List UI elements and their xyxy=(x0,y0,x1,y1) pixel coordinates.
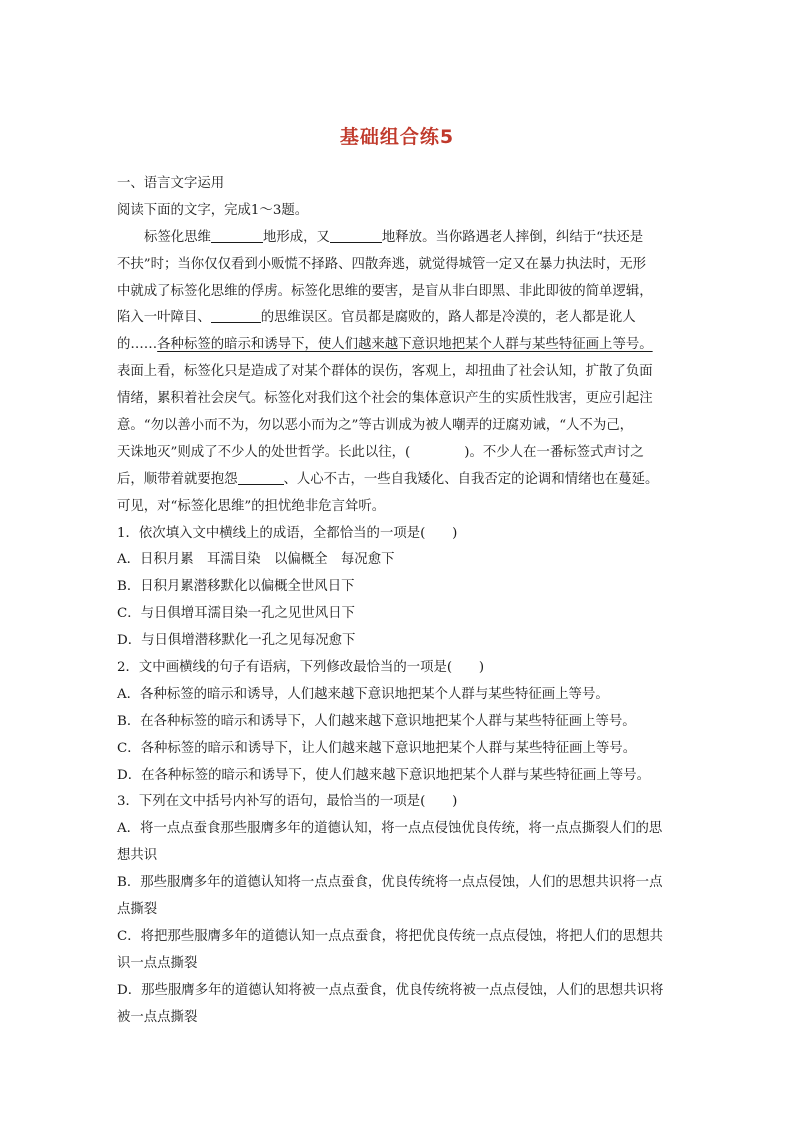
fill-blank xyxy=(330,227,382,243)
option-c: C．与日俱增耳濡目染一孔之见世风日下 xyxy=(117,606,355,622)
passage-line: 中就成了标签化思维的俘虏。标签化思维的要害，是盲从非白即黑、非此即彼的简单逻辑， xyxy=(117,283,653,299)
passage-line: 后，顺带着就要抱怨 、人心不古，一些自我矮化、自我否定的论调和情绪也在蔓延。 xyxy=(117,467,679,494)
passage-line: 不扶”时；当你仅仅看到小贩慌不择路、四散奔逃，就觉得城管一定又在暴力执法时，无形 xyxy=(117,256,647,272)
passage-line: 表面上看，标签化只是造成了对某个群体的误伤，客观上，却扭曲了社会认知，扩散了负面 xyxy=(117,364,653,380)
option-a: A．各种标签的暗示和诱导，人们越来越下意识地把某个人群与某些特征画上等号。 xyxy=(117,686,609,702)
question-2 xyxy=(117,655,679,789)
fill-blank xyxy=(211,227,263,243)
reading-passage xyxy=(117,225,679,521)
option-c: C．将把那些服膺多年的道德认知一点点蚕食，将把优良传统一点点侵蚀，将把人们的思想共 xyxy=(117,928,663,944)
question-3 xyxy=(117,789,679,1031)
page-title: 基础组合练5 xyxy=(339,126,455,148)
option-d: D．那些服膺多年的道德认知将被一点点蚕食，优良传统将被一点点侵蚀，人们的思想共识将 xyxy=(117,982,664,998)
passage-line: 意。“勿以善小而不为，勿以恶小而为之”等古训成为被人嘲弄的迂腐劝诫，“人不为己， xyxy=(117,418,633,434)
option-b: B．那些服膺多年的道德认知将一点点蚕食，优良传统将一点点侵蚀，人们的思想共识将一点 xyxy=(117,875,663,891)
underlined-sentence: 各种标签的暗示和诱导下，使人们越来越下意识地把某个人群与某些特征画上等号。 xyxy=(157,337,653,353)
option-b: B．日积月累潜移默化以偏概全世风日下 xyxy=(117,579,355,595)
passage-line: 天诛地灭”则成了不少人的处世哲学。长此以往，( )。不少人在一番标签式声讨之 xyxy=(117,444,644,460)
question-1 xyxy=(117,521,679,655)
section-heading: 一、语言文字运用 xyxy=(117,176,225,191)
option-b: B．在各种标签的暗示和诱导下，人们越来越下意识地把某个人群与某些特征画上等号。 xyxy=(117,713,636,729)
passage-line: 标签化思维 地形成，又 地释放。当你路遇老人摔倒，纠结于“扶还是 xyxy=(117,225,679,252)
passage-line: 可见，对“标签化思维”的担忧绝非危言耸听。 xyxy=(117,498,386,514)
fill-blank xyxy=(211,307,261,323)
option-b-continued: 点撕裂 xyxy=(117,902,158,918)
option-d: D．在各种标签的暗示和诱导下，使人们越来越下意识地把某个人群与某些特征画上等号。 xyxy=(117,767,650,783)
option-d-continued: 被一点点撕裂 xyxy=(117,1009,198,1025)
passage-line: 的……各种标签的暗示和诱导下，使人们越来越下意识地把某个人群与某些特征画上等号。 xyxy=(117,337,653,353)
option-a-continued: 想共识 xyxy=(117,848,158,864)
option-d: D．与日俱增潜移默化一孔之见每况愈下 xyxy=(117,633,356,649)
option-a: A．将一点点蚕食那些服膺多年的道德认知，将一点点侵蚀优良传统，将一点点撕裂人们的思 xyxy=(117,821,663,837)
fill-blank xyxy=(238,469,284,485)
passage-line: 情绪，累积着社会戾气。标签化对我们这个社会的集体意识产生的实质性戕害，更应引起注 xyxy=(117,391,653,407)
question-stem: 2．文中画横线的句子有语病，下列修改最恰当的一项是( ) xyxy=(117,660,485,676)
question-stem: 1．依次填入文中横线上的成语，全都恰当的一项是( ) xyxy=(117,525,458,541)
option-c-continued: 识一点点撕裂 xyxy=(117,955,198,971)
question-stem: 3．下列在文中括号内补写的语句，最恰当的一项是( ) xyxy=(117,794,458,810)
document-body xyxy=(117,171,679,1032)
instruction-text: 阅读下面的文字，完成1～3题。 xyxy=(117,202,309,218)
option-a: A．日积月累 耳濡目染 以偏概全 每况愈下 xyxy=(117,552,395,568)
option-c: C．各种标签的暗示和诱导下，让人们越来越下意识地把某个人群与某些特征画上等号。 xyxy=(117,740,637,756)
passage-line: 陷入一叶障目、 的思维误区。官员都是腐败的，路人都是冷漠的，老人都是讹人 xyxy=(117,305,679,332)
